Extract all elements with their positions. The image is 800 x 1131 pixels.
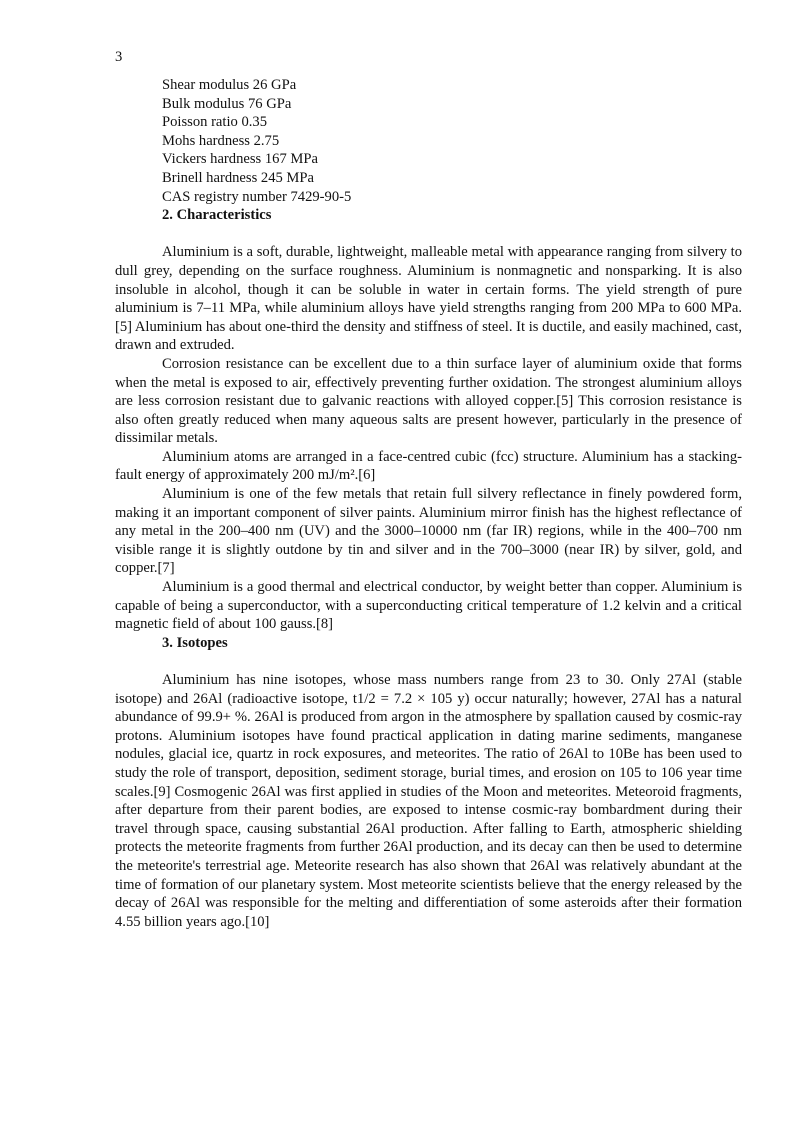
page-number: 3 [115, 49, 123, 65]
property-item: Bulk modulus 76 GPa [162, 95, 292, 112]
paragraph: Aluminium is one of the few metals that retain full silvery reflectance in finely powdered form, making it an important component of silver paints. Aluminium mirror finish has the highest reflectance of any metal in the 200–400 nm (UV) and the 3000–10000 nm (far IR) regions, while in the 400–700 nm visible range it is slightly outdone by tin and silver and in the 700–3000 (near IR) by silver, gold, and copper.[7] [115, 486, 742, 577]
section-heading: 3. Isotopes [162, 634, 228, 651]
property-item: Mohs hardness 2.75 [162, 132, 280, 149]
property-item: CAS registry number 7429-90-5 [162, 188, 352, 205]
properties-list [162, 76, 742, 206]
paragraph: Aluminium has nine isotopes, whose mass numbers range from 23 to 30. Only 27Al (stable isotope) and 26Al (radioactive isotope, t1/2 = 7.2 × 105 y) occur naturally; however, 27Al has a natural abundance of 99.9+ %. 26Al is produced from argon in the atmosphere by spallation caused by cosmic-ray protons. Aluminium isotopes have found practical application in dating marine sediments, manganese nodules, glacial ice, quartz in rock exposures, and meteorites. The ratio of 26Al to 10Be has been used to study the role of transport, deposition, sediment storage, burial times, and erosion on 105 to 106 year time scales.[9] Cosmogenic 26Al was first applied in studies of the Moon and meteorites. Meteoroid fragments, after departure from their parent bodies, are exposed to intense cosmic-ray bombardment during their travel through space, causing substantial 26Al production. After falling to Earth, atmospheric shielding protects the meteorite fragments from further 26Al production, and its decay can then be used to determine the meteorite's terrestrial age. Meteorite research has also shown that 26Al was relatively abundant at the time of formation of our planetary system. Most meteorite scientists believe that the energy released by the decay of 26Al was responsible for the melting and differentiation of some asteroids after their formation 4.55 billion years ago.[10] [115, 672, 742, 930]
property-item: Poisson ratio 0.35 [162, 114, 267, 131]
paragraph: Corrosion resistance can be excellent due to a thin surface layer of aluminium oxide that forms when the metal is exposed to air, effectively preventing further oxidation. The strongest aluminium alloys are less corrosion resistant due to galvanic reactions with alloyed copper.[5] This corrosion resistance is also often greatly reduced when many aqueous salts are present however, particularly in the presence of dissimilar metals. [115, 355, 742, 447]
paragraph: Aluminium atoms are arranged in a face-centred cubic (fcc) structure. Aluminium has a stacking-fault energy of approximately 200 mJ/m².[6] [115, 448, 742, 484]
property-item: Vickers hardness 167 MPa [162, 151, 318, 168]
document-body [115, 76, 742, 931]
section-characteristics [115, 206, 742, 634]
section-heading: 2. Characteristics [162, 207, 272, 224]
property-item: Shear modulus 26 GPa [162, 77, 297, 93]
section-isotopes [115, 634, 742, 932]
paragraph: Aluminium is a soft, durable, lightweight, malleable metal with appearance ranging from silvery to dull grey, depending on the surface roughness. Aluminium is nonmagnetic and nonsparking. It is also insoluble in alcohol, though it can be soluble in water in certain forms. The yield strength of pure aluminium is 7–11 MPa, while aluminium alloys have yield strengths ranging from 200 MPa to 600 MPa.[5] Aluminium has about one-third the density and stiffness of steel. It is ductile, and easily machined, cast, drawn and extruded. [115, 244, 742, 354]
paragraph: Aluminium is a good thermal and electrical conductor, by weight better than copper. Aluminium is capable of being a superconductor, with a superconducting critical temperature of 1.2 kelvin and a critical magnetic field of about 100 gauss.[8] [115, 579, 742, 633]
property-item: Brinell hardness 245 MPa [162, 169, 315, 186]
